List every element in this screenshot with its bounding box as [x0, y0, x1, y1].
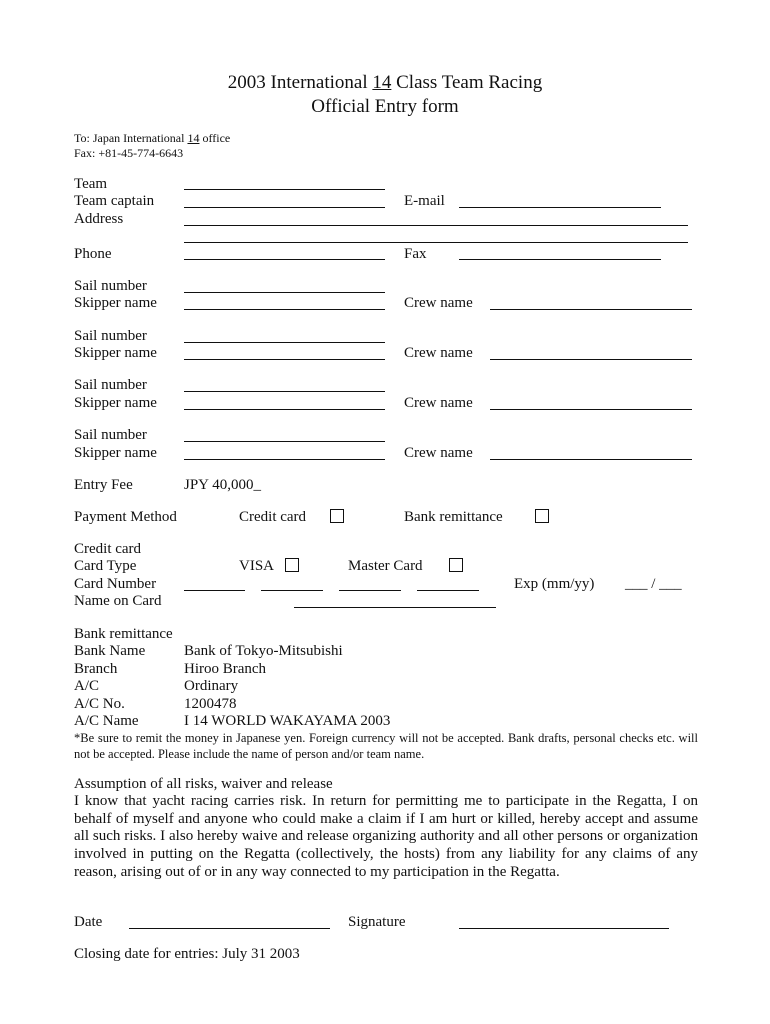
team-captain-label: Team captain [74, 193, 155, 209]
title-text-rest: Class Team Racing [391, 72, 543, 93]
credit-card-checkbox[interactable] [330, 509, 344, 523]
entry-fee-label: Entry Fee [74, 477, 133, 493]
date-label: Date [74, 914, 103, 930]
crew-name-label: Crew name [404, 445, 473, 461]
account-number-value: 1200478 [184, 696, 237, 712]
bank-remittance-heading: Bank remittance [74, 626, 173, 642]
master-card-checkbox[interactable] [449, 558, 463, 572]
visa-label: VISA [239, 558, 275, 574]
crew-name-field[interactable] [490, 359, 692, 360]
sail-number-label: Sail number [74, 328, 147, 344]
sail-number-label: Sail number [74, 427, 147, 443]
waiver-heading: Assumption of all risks, waiver and release [74, 776, 333, 792]
skipper-name-field[interactable] [184, 359, 385, 360]
address-field-line2[interactable] [184, 242, 688, 243]
recipient-class-number: 14 [187, 131, 200, 145]
form-title-line1 [0, 71, 770, 94]
visa-checkbox[interactable] [285, 558, 299, 572]
crew-name-label: Crew name [404, 395, 473, 411]
crew-name-field[interactable] [490, 459, 692, 460]
title-class-number: 14 [372, 72, 392, 93]
sail-number-label: Sail number [74, 278, 147, 294]
skipper-name-label: Skipper name [74, 345, 157, 361]
crew-name-label: Crew name [404, 345, 473, 361]
date-field[interactable] [129, 928, 330, 929]
waiver-text: I know that yacht racing carries risk. In return for permitting me to participate in the Regatta, I on behalf of myself and anyone who could make a claim if I am hurt or killed, hereby accept and assume all such risks. I also hereby waive and release organizing authority and all other persons or organization involved in putting on the Regatta (collectively, the hosts) from any liability for any claims of any reason, arising out of or in any way connected to my participation in the Regatta. [74, 793, 698, 880]
card-number-field-group1[interactable] [184, 590, 245, 591]
signature-label: Signature [348, 914, 406, 930]
entry-fee-value: JPY 40,000_ [184, 477, 261, 493]
card-number-field-group3[interactable] [339, 590, 401, 591]
recipient-fax: Fax: +81-45-774-6643 [74, 146, 184, 160]
name-on-card-field[interactable] [294, 607, 496, 608]
phone-field[interactable] [184, 259, 385, 260]
account-type-value: Ordinary [184, 678, 239, 694]
card-number-field-group4[interactable] [417, 590, 479, 591]
phone-label: Phone [74, 246, 112, 262]
account-name-label: A/C Name [74, 713, 139, 729]
account-type-label: A/C [74, 678, 100, 694]
title-text: 2003 International [227, 72, 373, 93]
bank-remittance-option-label: Bank remittance [404, 509, 503, 525]
sail-number-field[interactable] [184, 391, 385, 392]
card-type-label: Card Type [74, 558, 137, 574]
branch-value: Hiroo Branch [184, 661, 267, 677]
email-label: E-mail [404, 193, 445, 209]
crew-name-field[interactable] [490, 409, 692, 410]
skipper-name-field[interactable] [184, 459, 385, 460]
recipient-to-text-rest: office [199, 131, 231, 145]
email-field[interactable] [459, 207, 661, 208]
team-field[interactable] [184, 189, 385, 190]
payment-method-label: Payment Method [74, 509, 177, 525]
bank-name-value: Bank of Tokyo-Mitsubishi [184, 643, 343, 659]
address-label: Address [74, 211, 124, 227]
signature-field[interactable] [459, 928, 669, 929]
skipper-name-field[interactable] [184, 409, 385, 410]
fax-field[interactable] [459, 259, 661, 260]
skipper-name-label: Skipper name [74, 445, 157, 461]
recipient-to [74, 131, 230, 146]
recipient-to-text: To: Japan International [74, 131, 188, 145]
fax-label: Fax [404, 246, 427, 262]
name-on-card-label: Name on Card [74, 593, 162, 609]
account-name-value: I 14 WORLD WAKAYAMA 2003 [184, 713, 391, 729]
credit-card-option-label: Credit card [239, 509, 307, 525]
bank-remittance-checkbox[interactable] [535, 509, 549, 523]
address-field-line1[interactable] [184, 225, 688, 226]
crew-name-label: Crew name [404, 295, 473, 311]
exp-field[interactable]: ___ / ___ [625, 576, 682, 592]
skipper-name-field[interactable] [184, 309, 385, 310]
exp-label: Exp (mm/yy) [514, 576, 595, 592]
closing-date: Closing date for entries: July 31 2003 [74, 946, 300, 962]
master-card-label: Master Card [348, 558, 423, 574]
sail-number-label: Sail number [74, 377, 147, 393]
team-captain-field[interactable] [184, 207, 385, 208]
credit-card-heading: Credit card [74, 541, 142, 557]
form-title-line2: Official Entry form [311, 96, 459, 117]
remittance-note: *Be sure to remit the money in Japanese yen. Foreign currency will not be accepted. Bank drafts, personal checks etc. will not be accepted. Please include the name of person and/or team name. [74, 731, 698, 761]
card-number-field-group2[interactable] [261, 590, 323, 591]
account-number-label: A/C No. [74, 696, 125, 712]
crew-name-field[interactable] [490, 309, 692, 310]
card-number-label: Card Number [74, 576, 157, 592]
skipper-name-label: Skipper name [74, 295, 157, 311]
sail-number-field[interactable] [184, 342, 385, 343]
team-label: Team [74, 176, 108, 192]
branch-label: Branch [74, 661, 118, 677]
skipper-name-label: Skipper name [74, 395, 157, 411]
sail-number-field[interactable] [184, 441, 385, 442]
sail-number-field[interactable] [184, 292, 385, 293]
bank-name-label: Bank Name [74, 643, 146, 659]
